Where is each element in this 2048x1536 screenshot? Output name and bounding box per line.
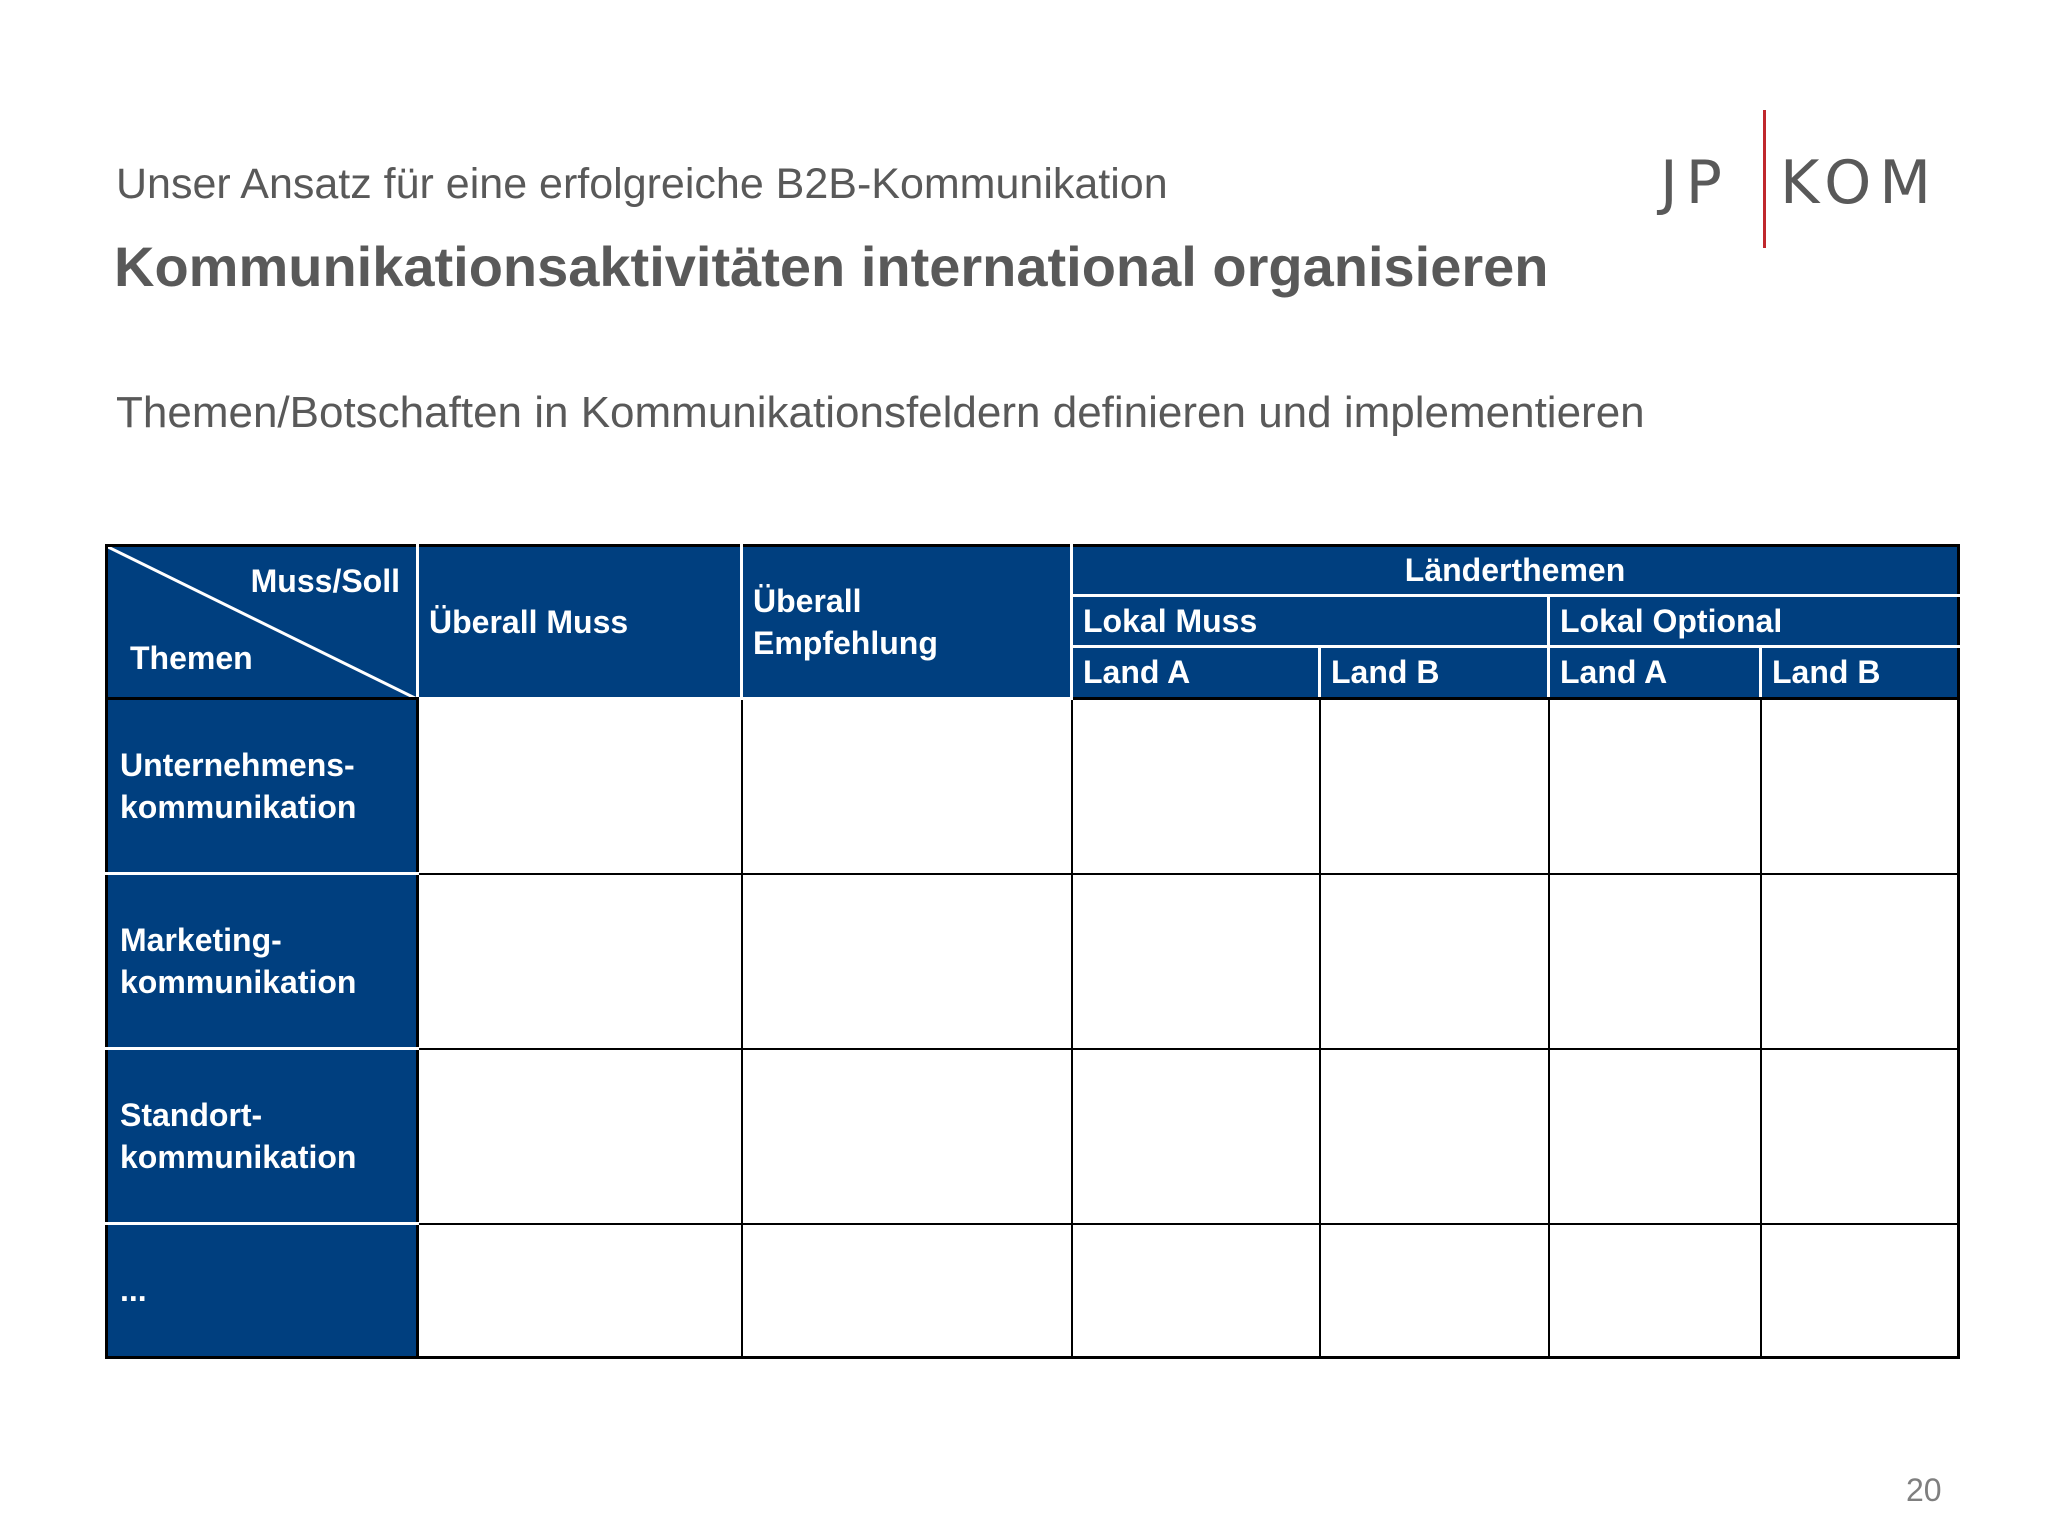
table-cell xyxy=(1549,1049,1761,1224)
table-cell xyxy=(742,1049,1072,1224)
table-cell xyxy=(1761,699,1959,874)
header-ueberall-empfehlung-line1: Überall xyxy=(753,583,862,619)
row-label-line1: ... xyxy=(120,1272,147,1308)
slide-subtitle: Themen/Botschaften in Kommunikationsfeldern definieren und implementieren xyxy=(116,388,1645,437)
table-cell xyxy=(1072,699,1320,874)
corner-label-muss-soll: Muss/Soll xyxy=(250,563,400,599)
row-label-marketingkommunikation xyxy=(107,874,418,1049)
table-corner-cell xyxy=(107,546,418,699)
table-cell xyxy=(1072,874,1320,1049)
communication-matrix-table xyxy=(105,544,1960,1359)
header-land-a-optional: Land A xyxy=(1549,647,1761,699)
table-cell xyxy=(1320,699,1549,874)
table-cell xyxy=(1761,874,1959,1049)
row-label-standortkommunikation xyxy=(107,1049,418,1224)
row-label-line2: kommunikation xyxy=(120,1139,357,1175)
table-cell xyxy=(742,874,1072,1049)
row-label-line2: kommunikation xyxy=(120,789,357,825)
table-row xyxy=(107,699,1959,874)
table-cell xyxy=(418,1049,742,1224)
header-ueberall-empfehlung-line2: Empfehlung xyxy=(753,625,938,661)
table-cell xyxy=(742,1224,1072,1358)
table-cell xyxy=(418,1224,742,1358)
row-label-unternehmenskommunikation xyxy=(107,699,418,874)
table-cell xyxy=(1761,1049,1959,1224)
logo-divider xyxy=(1763,110,1766,248)
table-cell xyxy=(1549,874,1761,1049)
row-label-line1: Marketing- xyxy=(120,922,282,958)
header-ueberall-empfehlung xyxy=(742,546,1072,699)
row-label-line1: Standort- xyxy=(120,1097,263,1133)
table-cell xyxy=(1761,1224,1959,1358)
table-cell xyxy=(1549,1224,1761,1358)
logo-text-right: KOM xyxy=(1780,148,1940,218)
table-cell xyxy=(1549,699,1761,874)
row-label-line1: Unternehmens- xyxy=(120,747,355,783)
row-label-line2: kommunikation xyxy=(120,964,357,1000)
table-row xyxy=(107,874,1959,1049)
table-cell xyxy=(1072,1049,1320,1224)
logo-text-left: JP xyxy=(1660,148,1730,218)
header-ueberall-muss: Überall Muss xyxy=(418,546,742,699)
header-lokal-muss: Lokal Muss xyxy=(1072,596,1549,647)
table-cell xyxy=(1320,874,1549,1049)
table-cell xyxy=(418,874,742,1049)
table-row xyxy=(107,1049,1959,1224)
table-cell xyxy=(742,699,1072,874)
corner-label-themen: Themen xyxy=(130,640,253,676)
header-laenderthemen: Länderthemen xyxy=(1072,546,1959,596)
table-cell xyxy=(1320,1049,1549,1224)
page-number: 20 xyxy=(1906,1472,1942,1508)
table-cell xyxy=(1072,1224,1320,1358)
header-lokal-optional: Lokal Optional xyxy=(1549,596,1959,647)
header-land-b-muss: Land B xyxy=(1320,647,1549,699)
header-land-a-muss: Land A xyxy=(1072,647,1320,699)
jp-kom-logo xyxy=(1660,110,1940,250)
table-cell xyxy=(1320,1224,1549,1358)
table-row xyxy=(107,1224,1959,1358)
row-label-ellipsis xyxy=(107,1224,418,1358)
header-land-b-optional: Land B xyxy=(1761,647,1959,699)
slide-title: Kommunikationsaktivitäten international organisieren xyxy=(114,235,1549,298)
slide-supertitle: Unser Ansatz für eine erfolgreiche B2B-Kommunikation xyxy=(116,160,1168,208)
table-cell xyxy=(418,699,742,874)
